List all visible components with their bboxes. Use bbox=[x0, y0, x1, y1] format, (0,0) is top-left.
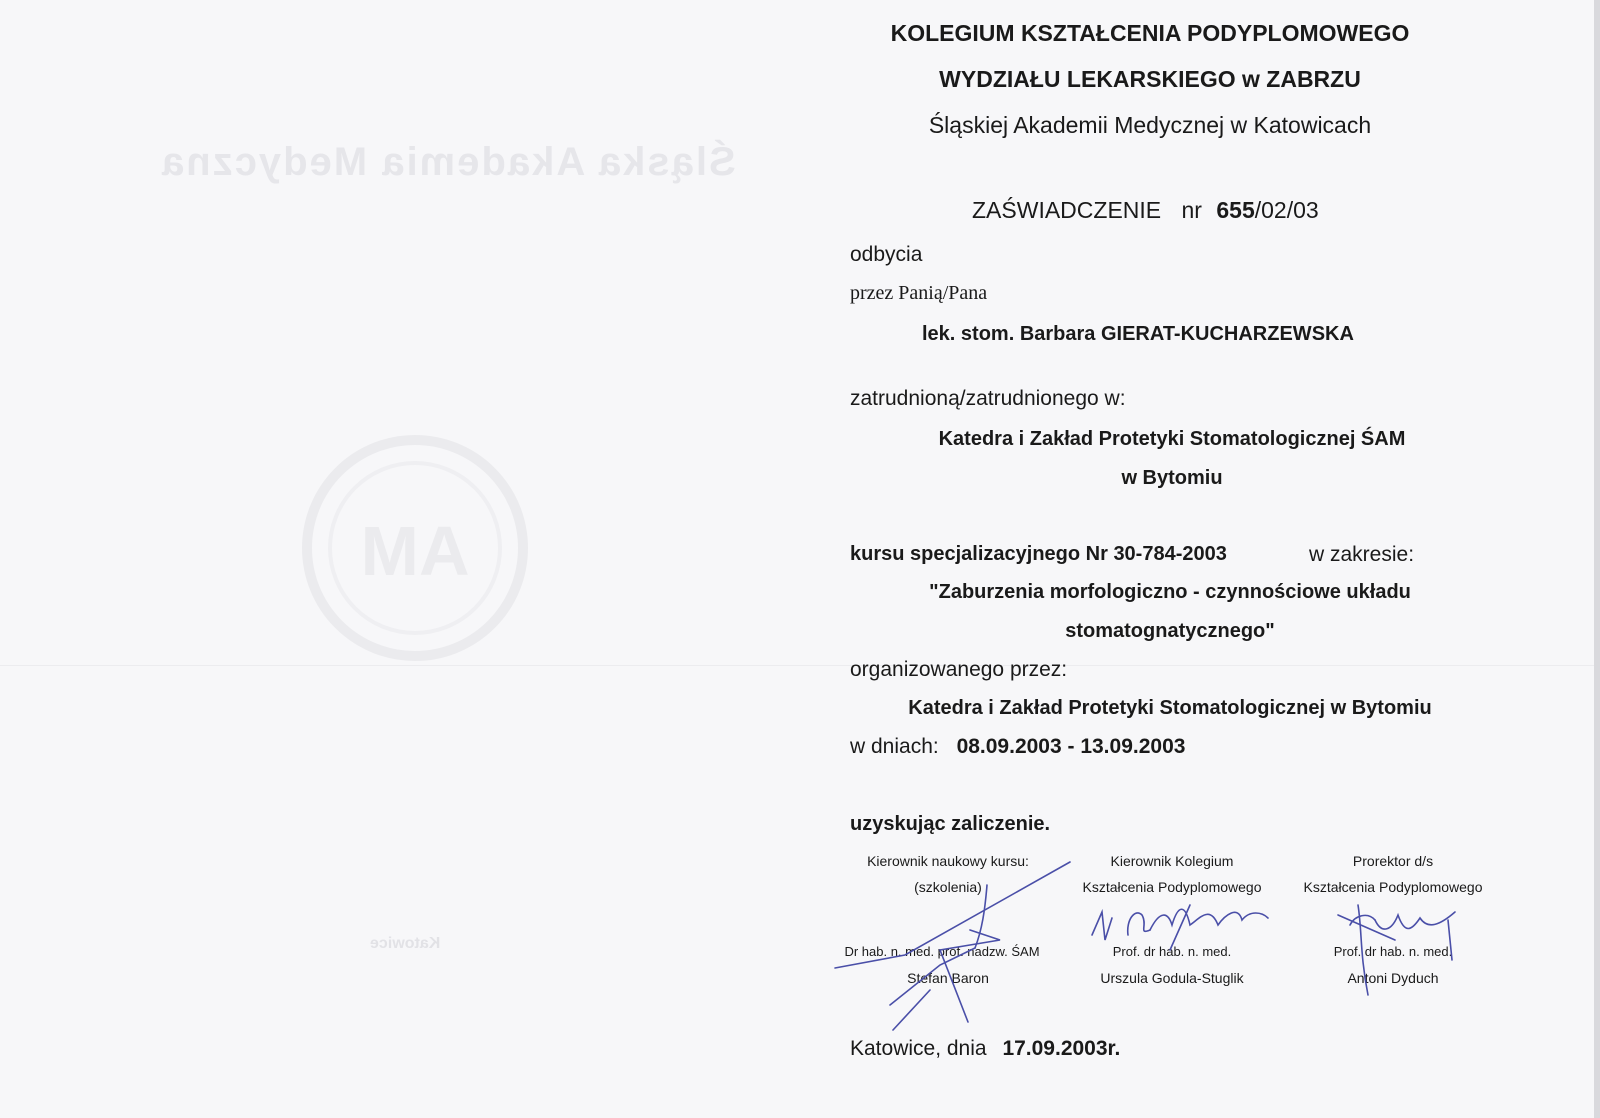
sig1-role-line-2: (szkolenia) bbox=[914, 879, 982, 895]
header-line-1: KOLEGIUM KSZTAŁCENIA PODYPLOMOWEGO bbox=[890, 20, 1410, 46]
sig1-name: Stefan Baron bbox=[907, 970, 989, 986]
signature-stroke bbox=[1350, 915, 1375, 925]
signature-stroke bbox=[890, 948, 975, 1005]
przez-text: przez Panią/Pana bbox=[850, 282, 988, 304]
signature-stroke bbox=[835, 862, 1070, 968]
sig1-title: Dr hab. n. med. prof. nadzw. ŚAM bbox=[844, 944, 1040, 959]
employer-line-2: w Bytomiu bbox=[1121, 467, 1223, 489]
sig2-name: Urszula Godula-Stuglik bbox=[1100, 970, 1244, 986]
certificate-number-rest: /02/03 bbox=[1254, 197, 1319, 223]
signature-stroke bbox=[1448, 920, 1452, 960]
sig3-name: Antoni Dyduch bbox=[1347, 970, 1439, 986]
signature-stroke bbox=[893, 990, 930, 1030]
signature-stroke bbox=[940, 930, 1000, 1022]
signature-stroke bbox=[975, 885, 987, 948]
course-label: kursu specjalizacyjnego Nr 30-784-2003 bbox=[850, 543, 1227, 565]
sig3-title: Prof. dr hab. n. med. bbox=[1333, 944, 1453, 959]
certificate-nr-label: nr bbox=[1181, 197, 1202, 223]
sig2-title: Prof. dr hab. n. med. bbox=[1112, 944, 1232, 959]
header-line-3: Śląskiej Akademii Medycznej w Katowicach bbox=[928, 112, 1372, 138]
bleed-through-university-name: Śląska Akademia Medyczna bbox=[160, 140, 736, 184]
sig3-role-line-1: Prorektor d/s bbox=[1352, 853, 1434, 869]
sig2-role-line-2: Kształcenia Podyplomowego bbox=[1082, 879, 1262, 895]
bleed-through-small-text: Katowice bbox=[370, 935, 441, 952]
signature-stroke bbox=[1128, 913, 1150, 935]
employer-line-1: Katedra i Zakład Protetyki Stomatologicznej ŚAM bbox=[938, 428, 1406, 450]
organized-label: organizowanego przez: bbox=[850, 658, 1068, 681]
sig1-role-line-1: Kierownik naukowy kursu: bbox=[867, 853, 1029, 869]
signature-stroke bbox=[1375, 912, 1455, 929]
scope-label: w zakresie: bbox=[1309, 543, 1415, 566]
footer-place-label: Katowice, dnia bbox=[850, 1037, 987, 1060]
signature-stroke bbox=[1092, 912, 1112, 940]
header-line-2: WYDZIAŁU LEKARSKIEGO w ZABRZU bbox=[939, 66, 1361, 92]
dates-value: 08.09.2003 - 13.09.2003 bbox=[956, 735, 1186, 758]
course-title-line-2: stomatognatycznego" bbox=[1065, 620, 1275, 642]
svg-text:AM: AM bbox=[360, 512, 470, 590]
course-title-line-1: "Zaburzenia morfologiczno - czynnościowe układu bbox=[929, 581, 1411, 603]
signature-stroke bbox=[1150, 909, 1268, 930]
dates-label: w dniach: bbox=[850, 735, 939, 758]
certificate-title: ZAŚWIADCZENIE bbox=[972, 197, 1162, 223]
sig3-role-line-2: Kształcenia Podyplomowego bbox=[1303, 879, 1483, 895]
signature-stroke bbox=[1338, 915, 1395, 940]
odbycia-text: odbycia bbox=[850, 243, 923, 266]
organizer-name: Katedra i Zakład Protetyki Stomatologicznej w Bytomiu bbox=[908, 697, 1432, 719]
certificate-number-bold: 655 bbox=[1216, 197, 1255, 223]
footer-row bbox=[850, 1037, 1120, 1061]
signature-stroke bbox=[1358, 905, 1368, 995]
footer-date: 17.09.2003r. bbox=[1002, 1037, 1121, 1060]
result-text: uzyskując zaliczenie. bbox=[850, 813, 1051, 835]
signature-stroke bbox=[1170, 905, 1190, 950]
sig2-role-line-1: Kierownik Kolegium bbox=[1110, 853, 1234, 869]
person-name: lek. stom. Barbara GIERAT-KUCHARZEWSKA bbox=[922, 323, 1354, 345]
employed-label: zatrudnioną/zatrudnionego w: bbox=[850, 387, 1126, 410]
